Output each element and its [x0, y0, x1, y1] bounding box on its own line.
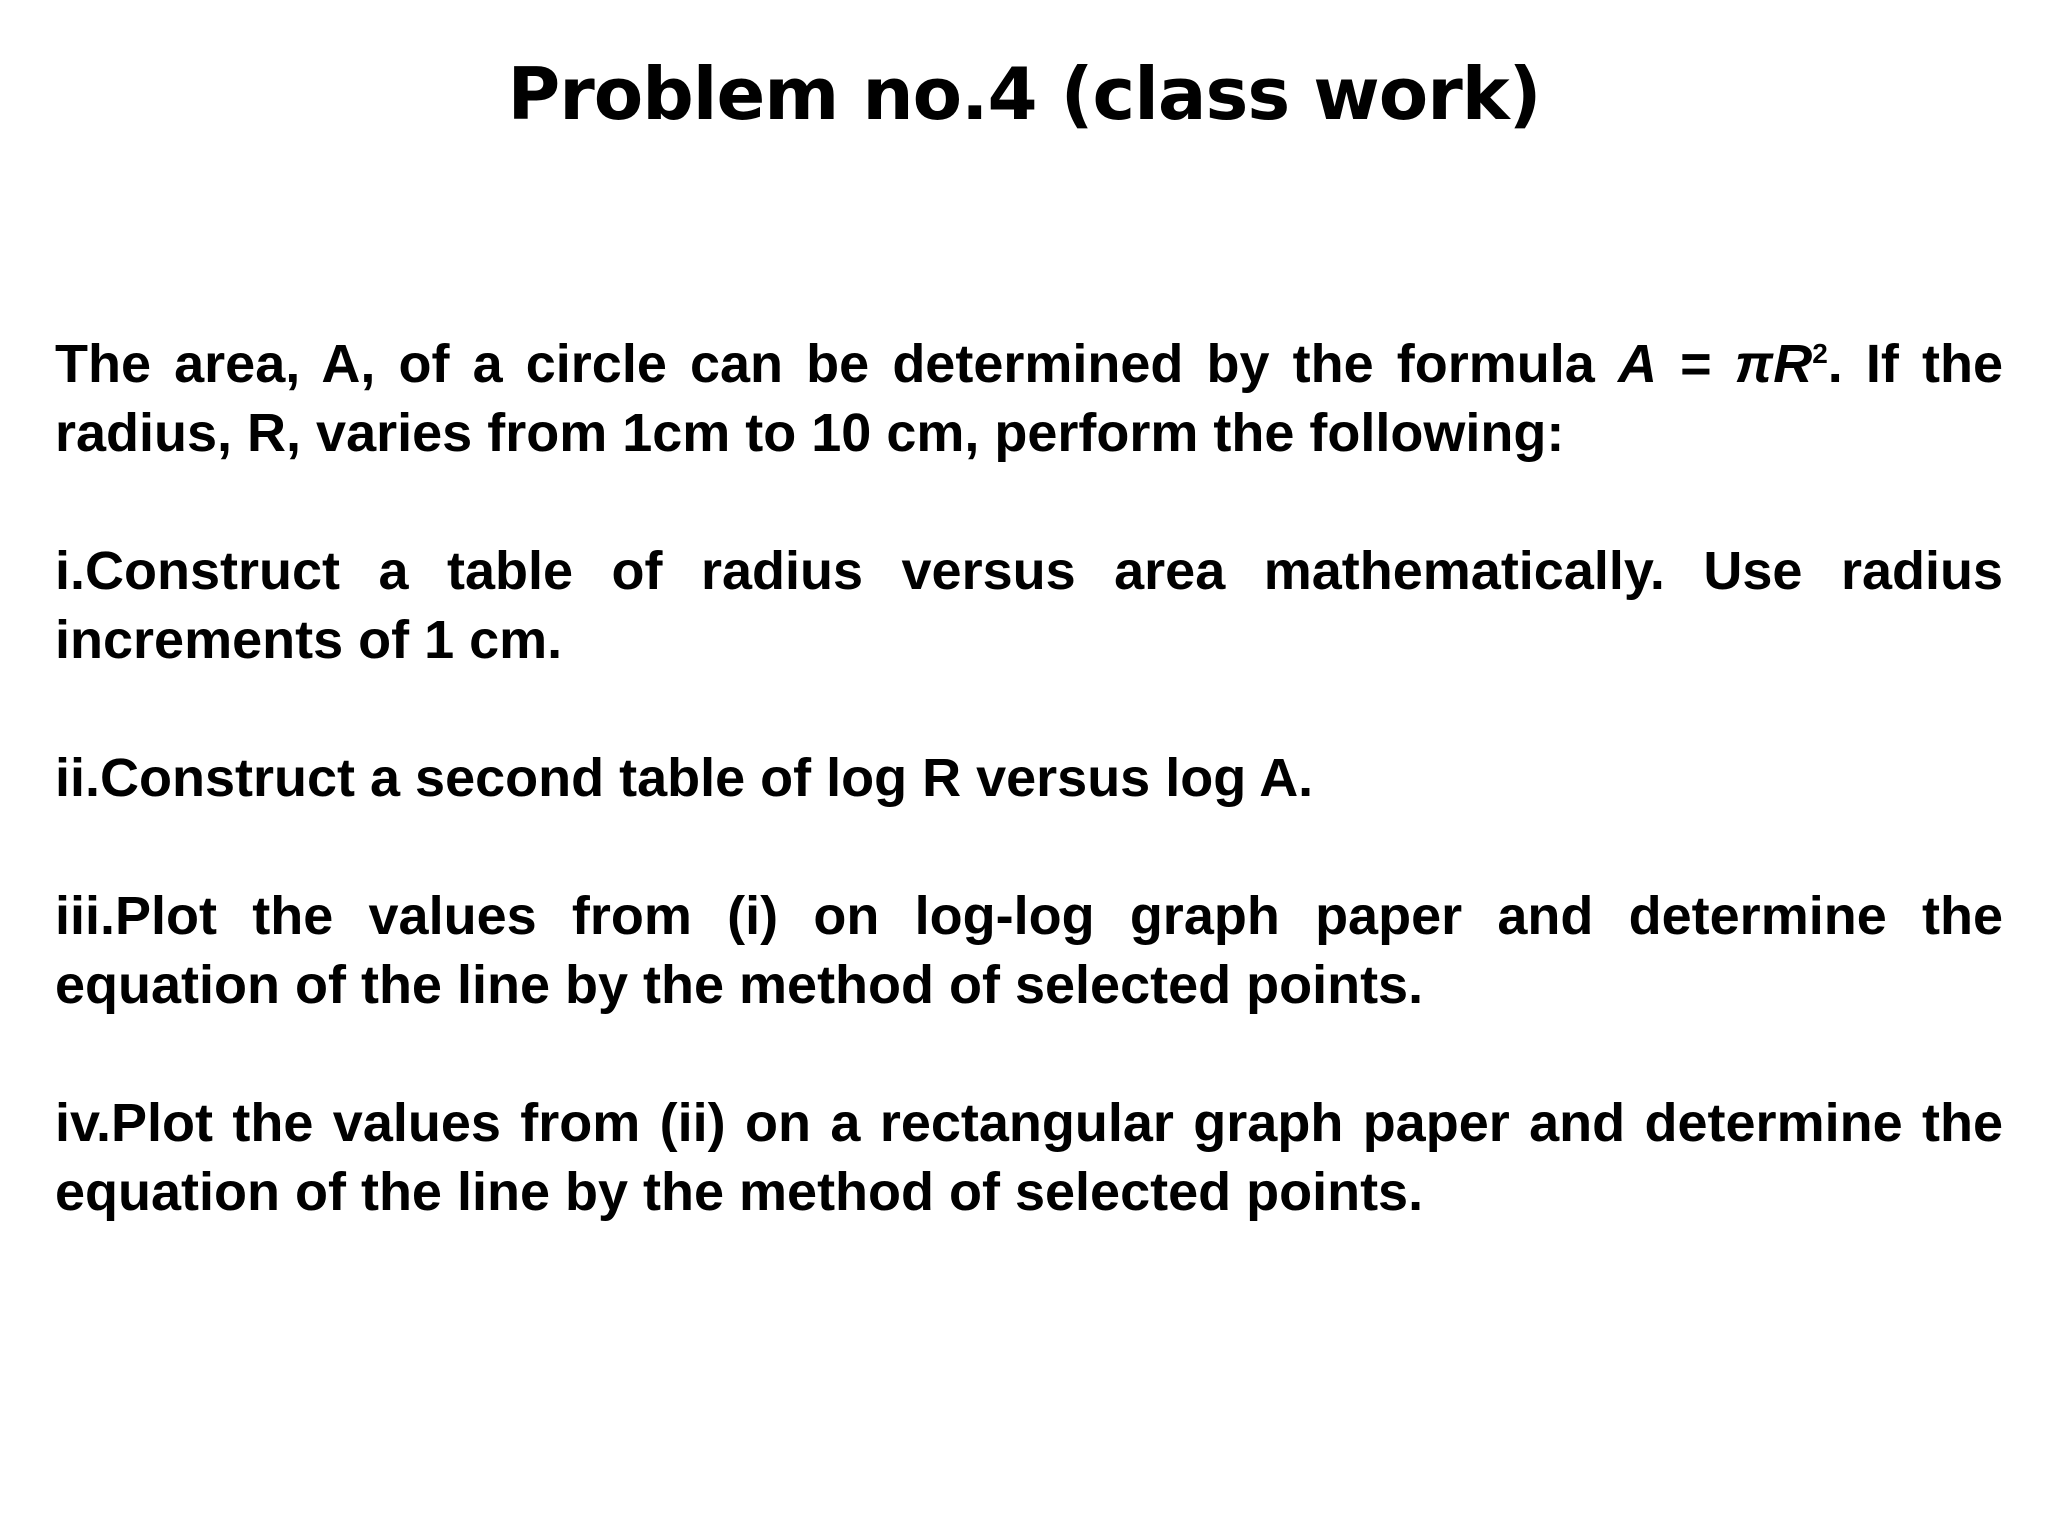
list-item-iv: iv.Plot the values from (ii) on a rectangular graph paper and determine the equation of the line by the method of selected points.	[55, 1093, 2003, 1222]
slide-title: Problem no.4 (class work)	[507, 52, 1541, 136]
formula-variable: R	[1773, 334, 1813, 394]
formula-equals: =	[1656, 334, 1735, 394]
list-item-iii: iii.Plot the values from (i) on log-log graph paper and determine the equation of the line by the method of selected points.	[55, 886, 2003, 1015]
intro-text-before: The area, A, of a circle can be determined by the formula	[55, 334, 1618, 394]
formula-pi: π	[1734, 334, 1774, 394]
problem-body	[55, 330, 2003, 1296]
intro-paragraph	[55, 330, 2003, 468]
list-item-i: i.Construct a table of radius versus area mathematically. Use radius increments of 1 cm.	[55, 541, 2003, 670]
formula-exponent: 2	[1812, 338, 1828, 369]
intro-text-after: . If the radius, R, varies from 1cm to 10 cm, perform the following:	[55, 334, 2004, 463]
formula-lhs: A	[1617, 334, 1657, 394]
list-item-ii: ii.Construct a second table of log R versus log A.	[55, 748, 1314, 808]
